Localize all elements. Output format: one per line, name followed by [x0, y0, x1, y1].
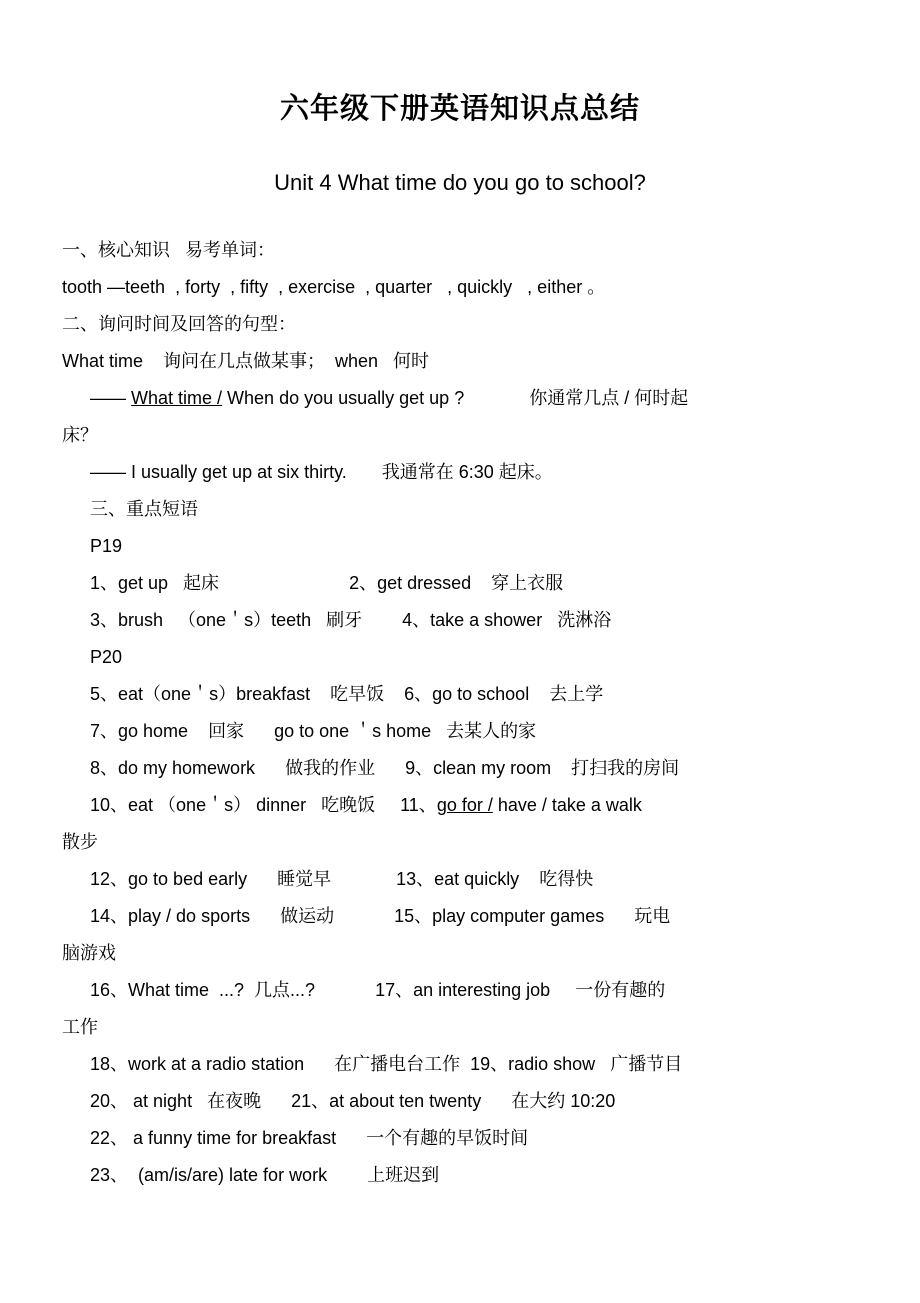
phrase-item-23: 23、 (am/is/are) late for work 上班迟到 — [90, 1165, 440, 1186]
page-title: 六年级下册英语知识点总结 — [279, 93, 640, 125]
phrase-item-10-11 — [62, 787, 858, 824]
phrase-item-11-wrap: 散步 — [62, 832, 98, 853]
phrase-item-20-21: 20、 at night 在夜晚 21、at about ten twenty 在大约 10:20 — [90, 1091, 616, 1112]
what-time-explanation: What time 询问在几点做某事； when 何时 — [62, 351, 430, 372]
phrase-10-text: 10、eat （one＇s） dinner 吃晚饭 11、 — [90, 795, 437, 816]
section-heading-key-phrases: 三、重点短语 — [90, 499, 198, 520]
section-heading-core-knowledge: 一、核心知识 易考单词： — [62, 240, 276, 261]
phrase-item-3-4: 3、brush （one＇s）teeth 刷牙 4、take a shower 洗淋浴 — [90, 610, 612, 631]
page-marker-p20: P20 — [90, 647, 123, 668]
example-question-line — [62, 380, 858, 417]
phrase-item-17-wrap: 工作 — [62, 1017, 98, 1038]
question-rest: When do you usually get up ? 你通常几点 / 何时起 — [222, 388, 689, 409]
example-question-wrap: 床？ — [62, 425, 98, 446]
page-subtitle: Unit 4 What time do you go to school? — [274, 169, 646, 195]
section-heading-time-questions: 二、询问时间及回答的句型： — [62, 314, 296, 335]
underlined-go-for: go for / — [436, 795, 493, 816]
phrase-item-22: 22、 a funny time for breakfast 一个有趣的早饭时间 — [90, 1128, 529, 1149]
phrase-item-14-15: 14、play / do sports 做运动 15、play computer games 玩电 — [90, 906, 671, 927]
phrase-item-8-9: 8、do my homework 做我的作业 9、clean my room 打扫我的房间 — [90, 758, 680, 779]
phrase-item-15-wrap: 脑游戏 — [62, 943, 116, 964]
dash-prefix: —— — [90, 388, 132, 409]
phrase-11-rest: have / take a walk — [492, 795, 642, 816]
core-words-list: tooth —teeth , forty , fifty , exercise , quarter , quickly , either 。 — [62, 277, 606, 298]
phrase-item-18-19: 18、work at a radio station 在广播电台工作 19、radio show 广播节目 — [90, 1054, 683, 1075]
underlined-what-time: What time / — [131, 388, 223, 409]
phrase-item-5-6: 5、eat（one＇s）breakfast 吃早饭 6、go to school 去上学 — [90, 684, 604, 705]
document-body — [0, 232, 920, 1194]
page-marker-p19: P19 — [90, 536, 123, 557]
phrase-item-16-17: 16、What time ...? 几点...? 17、an interesting job 一份有趣的 — [90, 980, 666, 1001]
phrase-item-1-2: 1、get up 起床 2、get dressed 穿上衣服 — [90, 573, 564, 594]
phrase-item-7: 7、go home 回家 go to one ＇s home 去某人的家 — [90, 721, 537, 742]
example-answer-line: —— I usually get up at six thirty. 我通常在 6:30 起床。 — [90, 462, 553, 483]
phrase-item-12-13: 12、go to bed early 睡觉早 13、eat quickly 吃得快 — [90, 869, 594, 890]
